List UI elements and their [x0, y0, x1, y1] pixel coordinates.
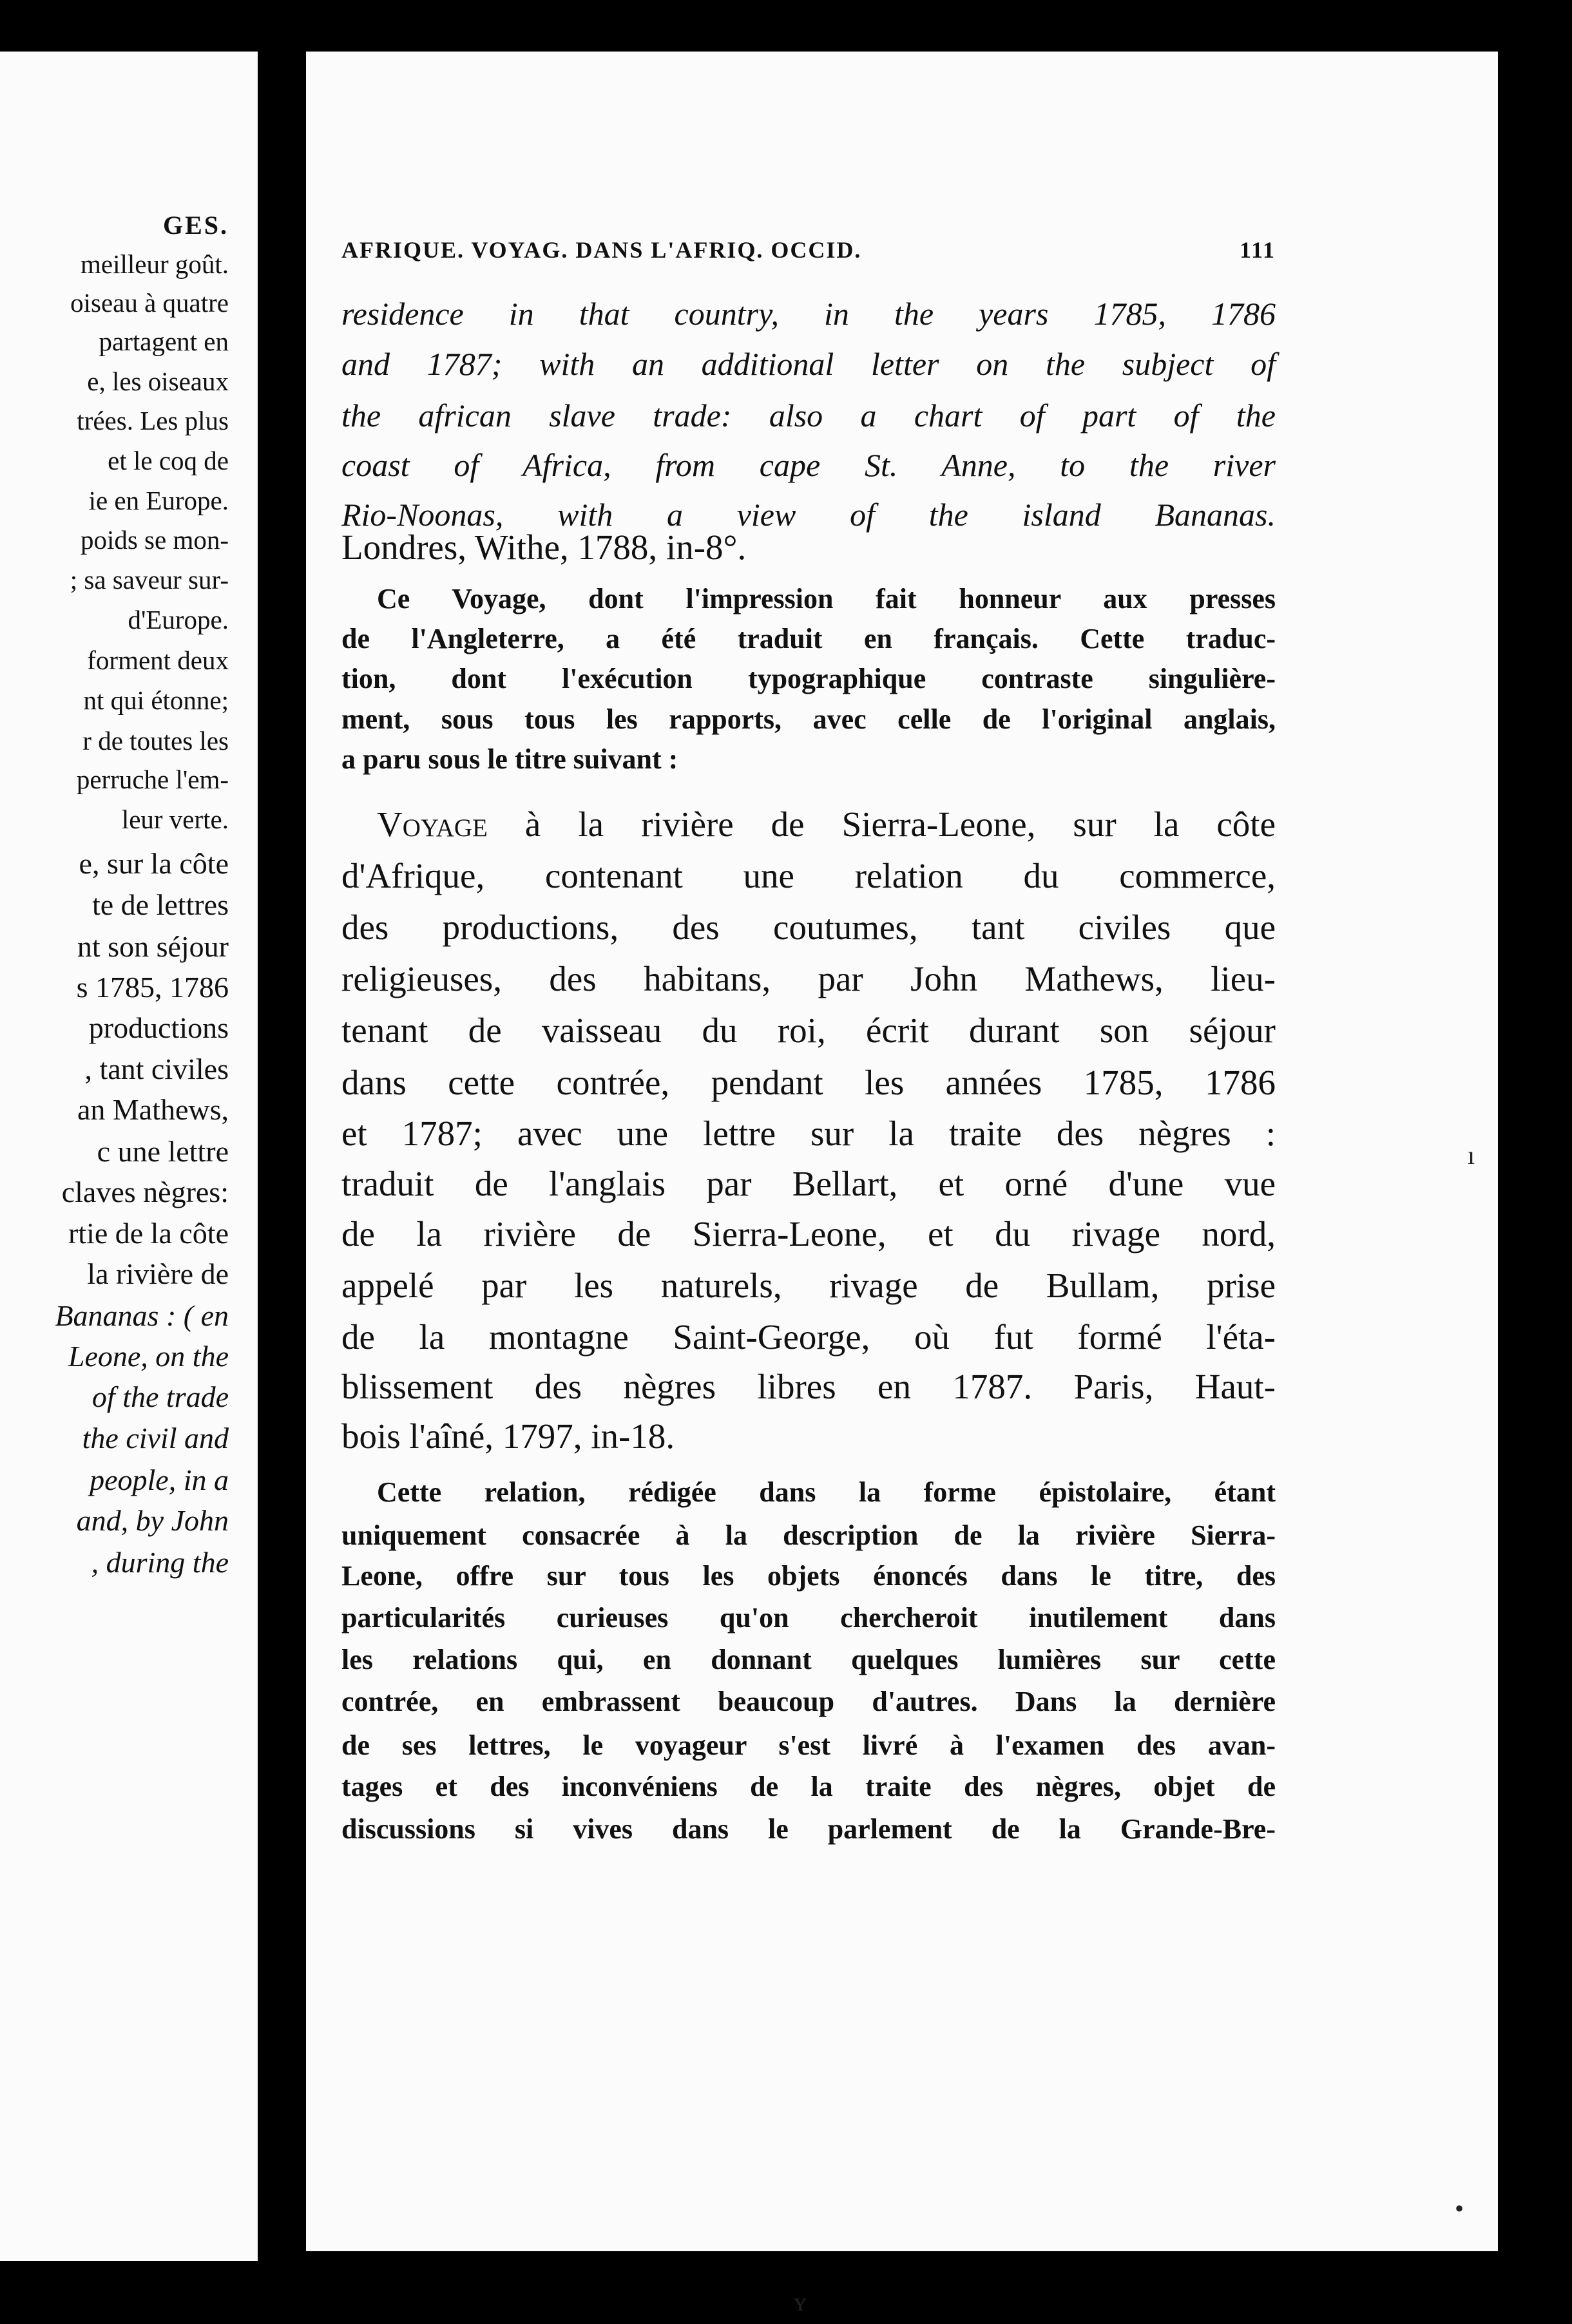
text-line: religieuses, des habitans, par John Mathews, lieu-	[341, 959, 1276, 998]
left-page-line: productions	[88, 1011, 229, 1044]
text-line: bois l'aîné, 1797, in-18.	[341, 1416, 675, 1456]
text-line: particularités curieuses qu'on chercheroit inutilement dans	[341, 1602, 1276, 1633]
left-page-line: Bananas : ( en	[55, 1299, 229, 1332]
text-line: les relations qui, en donnant quelques lumières sur cette	[341, 1644, 1276, 1675]
left-page-line: perruche l'em-	[76, 765, 229, 794]
text-line: des productions, des coutumes, tant civiles que	[341, 908, 1276, 947]
left-page-line: trées. Les plus	[77, 406, 229, 435]
text-line: discussions si vives dans le parlement de la Grande-Bre-	[341, 1813, 1276, 1845]
margin-mark: ı	[1468, 1141, 1475, 1170]
text-line: appelé par les naturels, rivage de Bullam, prise	[341, 1266, 1276, 1305]
text-line: uniquement consacrée à la description de la rivière Sierra-	[341, 1519, 1276, 1551]
text-line: coast of Africa, from cape St. Anne, to the river	[341, 447, 1276, 483]
left-page-line: ie en Europe.	[88, 486, 229, 515]
left-page-line: , tant civiles	[84, 1052, 229, 1085]
text-line: tages et des inconvéniens de la traite des nègres, objet de	[341, 1771, 1276, 1802]
left-page-line: of the trade	[91, 1380, 229, 1413]
left-page-line: and, by John	[76, 1504, 229, 1537]
left-page-line: leur verte.	[121, 805, 229, 834]
book-gutter	[258, 0, 306, 2324]
text-line: the african slave trade: also a chart of part of the	[341, 397, 1276, 433]
text-line: de la rivière de Sierra-Leone, et du rivage nord,	[341, 1214, 1276, 1253]
left-page-line: te de lettres	[91, 888, 229, 921]
left-page-line: c une lettre	[97, 1135, 229, 1168]
left-page-line: r de toutes les	[82, 726, 229, 756]
text-line: traduit de l'anglais par Bellart, et orné d'une vue	[341, 1164, 1276, 1203]
text-line: Rio-Noonas, with a view of the island Bananas.	[341, 497, 1276, 533]
left-page-line: , during the	[91, 1546, 229, 1579]
left-page-line: s 1785, 1786	[76, 971, 229, 1004]
text-line: residence in that country, in the years 1785, 1786	[341, 296, 1276, 332]
left-page-line: nt son séjour	[77, 930, 229, 963]
left-page-line: rtie de la côte	[68, 1217, 229, 1250]
text-line: ment, sous tous les rapports, avec celle de l'original anglais,	[341, 703, 1276, 735]
text-line: tenant de vaisseau du roi, écrit durant son séjour	[341, 1011, 1276, 1050]
text-line: a paru sous le titre suivant :	[341, 743, 678, 775]
left-page-line: oiseau à quatre	[70, 288, 229, 318]
text-line: d'Afrique, contenant une relation du commerce,	[341, 856, 1276, 895]
text-line: Cette relation, rédigée dans la forme épistolaire, étant	[377, 1476, 1276, 1508]
margin-mark: •	[1455, 2194, 1464, 2223]
margin-mark: ʏ	[794, 2287, 807, 2316]
text-line: et 1787; avec une lettre sur la traite des nègres :	[341, 1114, 1276, 1153]
running-header	[341, 238, 1276, 262]
text-line: tion, dont l'exécution typographique contraste singulière-	[341, 663, 1276, 694]
text-line: contrée, en embrassent beaucoup d'autres. Dans la dernière	[341, 1686, 1276, 1717]
text-line: de l'Angleterre, a été traduit en français. Cette traduc-	[341, 623, 1276, 654]
left-page-line: nt qui étonne;	[83, 685, 229, 715]
citation-line-rest: à la rivière de Sierra-Leone, sur la côte	[524, 805, 1276, 844]
text-line: and 1787; with an additional letter on the subject of	[341, 346, 1276, 382]
text-line	[377, 806, 1276, 842]
text-line: de la montagne Saint-George, où fut formé l'éta-	[341, 1317, 1276, 1357]
left-page-line: d'Europe.	[128, 605, 229, 634]
left-page-line: ; sa saveur sur-	[70, 565, 229, 595]
left-page-line: e, les oiseaux	[87, 367, 229, 396]
header-title: AFRIQUE. VOYAG. DANS L'AFRIQ. OCCID.	[341, 237, 862, 263]
left-page-line: meilleur goût.	[80, 249, 229, 279]
text-line: blissement des nègres libres en 1787. Paris, Haut-	[341, 1367, 1276, 1406]
citation-lead-word: Voyage	[377, 805, 488, 844]
left-page-line: e, sur la côte	[79, 847, 229, 880]
left-page-line: Leone, on the	[68, 1340, 229, 1373]
left-page-line: people, in a	[90, 1463, 229, 1496]
left-page-line: forment deux	[87, 645, 229, 675]
left-page-line: an Mathews,	[77, 1093, 229, 1126]
left-page	[0, 52, 258, 2261]
left-page-line: partagent en	[99, 327, 229, 356]
text-line: Ce Voyage, dont l'impression fait honneur aux presses	[377, 583, 1276, 614]
text-line: Leone, offre sur tous les objets énoncés dans le titre, des	[341, 1560, 1276, 1592]
left-page-line: claves nègres:	[61, 1176, 229, 1208]
right-page	[306, 52, 1498, 2251]
left-page-line: GES.	[162, 211, 229, 240]
left-page-line: et le coq de	[108, 446, 229, 475]
text-line: Londres, Withe, 1788, in-8°.	[341, 528, 747, 567]
text-line: dans cette contrée, pendant les années 1785, 1786	[341, 1063, 1276, 1102]
text-line: de ses lettres, le voyageur s'est livré à l'examen des avan-	[341, 1729, 1276, 1761]
left-page-line: poids se mon-	[80, 525, 229, 555]
left-page-line: la rivière de	[87, 1257, 229, 1290]
page-number: 111	[1239, 237, 1276, 263]
left-page-line: the civil and	[82, 1422, 229, 1454]
